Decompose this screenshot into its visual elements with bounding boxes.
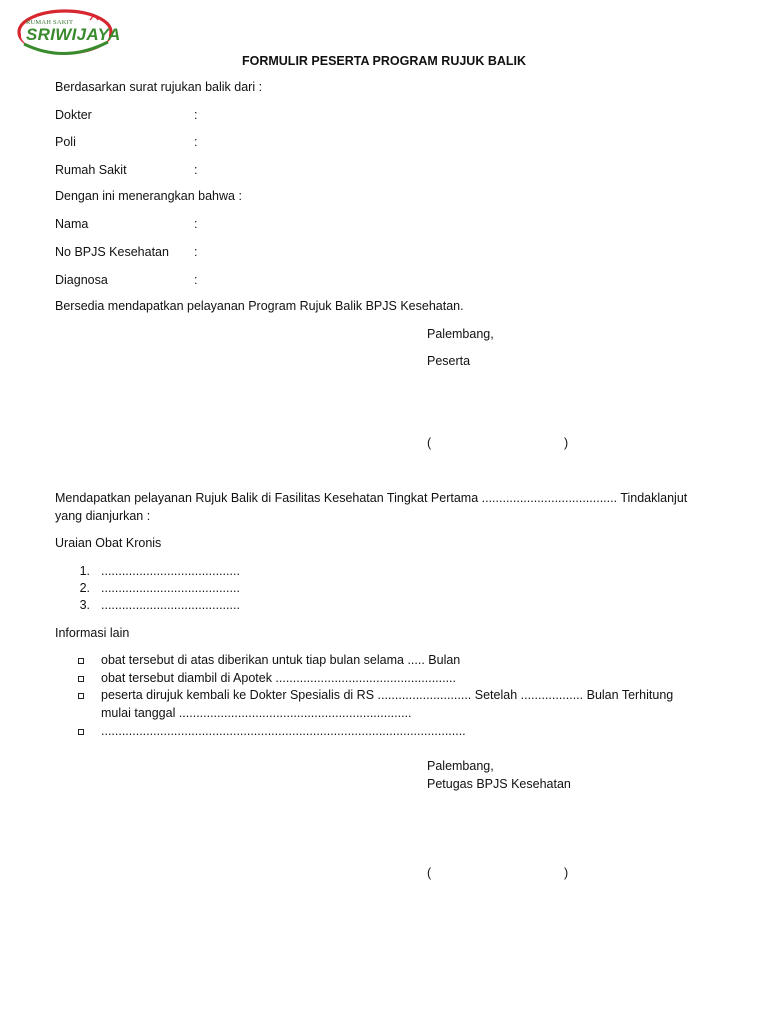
field-label-no-bpjs: No BPJS Kesehatan [55,245,169,259]
field-colon: : [194,245,198,259]
field-label-poli: Poli [55,135,76,149]
field-label-rumah-sakit: Rumah Sakit [55,163,127,177]
form-title: FORMULIR PESERTA PROGRAM RUJUK BALIK [241,54,527,68]
info-heading: Informasi lain [55,626,130,640]
field-label-nama: Nama [55,217,89,231]
info-item-continuation: mulai tanggal ................................................................... [101,706,412,720]
field-label-dokter: Dokter [55,108,92,122]
drug-item-field: ........................................ [101,564,240,578]
drug-item-number: 2. [79,581,90,595]
checkbox-bullet-icon [78,693,84,699]
sign1-paren-close: ) [564,436,569,450]
info-item: peserta dirujuk kembali ke Dokter Spesialis di RS ........................... Setelah .................. Bulan Terhitung [101,688,674,702]
field-colon: : [194,108,198,122]
followup-line-2: yang dianjurkan : [55,509,151,523]
sign1-role: Peserta [427,354,471,368]
drug-item-field: ........................................ [101,598,240,612]
info-item: ......................................................................................................... [101,724,466,738]
drug-item-number: 1. [79,564,90,578]
drug-item-field: ........................................ [101,581,240,595]
statement-text: Bersedia mendapatkan pelayanan Program Rujuk Balik BPJS Kesehatan. [55,299,464,313]
sign2-role: Petugas BPJS Kesehatan [427,777,571,791]
checkbox-bullet-icon [78,676,84,682]
sign1-place: Palembang, [427,327,494,341]
drugs-heading: Uraian Obat Kronis [55,536,162,550]
declaration-text: Dengan ini menerangkan bahwa : [55,189,242,203]
logo-top-text: RUMAH SAKIT [26,19,74,26]
drug-item-number: 3. [79,598,90,612]
checkbox-bullet-icon [78,658,84,664]
field-colon: : [194,163,198,177]
info-item: obat tersebut di atas diberikan untuk tiap bulan selama ..... Bulan [101,653,461,667]
sign2-paren-close: ) [564,866,569,880]
intro-text: Berdasarkan surat rujukan balik dari : [55,80,263,94]
field-colon: : [194,217,198,231]
sign2-place: Palembang, [427,759,494,773]
sign1-paren-open: ( [427,436,432,450]
info-item: obat tersebut diambil di Apotek .................................................... [101,671,457,685]
field-colon: : [194,273,198,287]
field-colon: : [194,135,198,149]
field-label-diagnosa: Diagnosa [55,273,108,287]
sign2-paren-open: ( [427,866,432,880]
followup-line-1: Mendapatkan pelayanan Rujuk Balik di Fasilitas Kesehatan Tingkat Pertama ....................................... Tindaklanjut [55,491,688,505]
logo-main-text: SRIWIJAYA [26,25,121,44]
hospital-logo [16,6,121,60]
checkbox-bullet-icon [78,729,84,735]
